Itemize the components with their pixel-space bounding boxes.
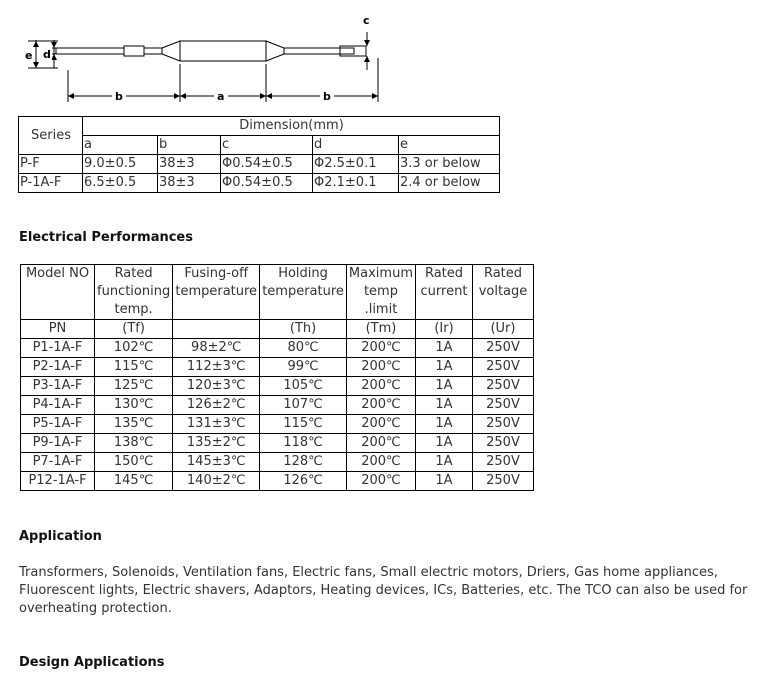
electrical-cell: 120±3℃ <box>173 377 260 396</box>
electrical-cell: P7-1A-F <box>21 453 95 472</box>
electrical-cell: P4-1A-F <box>21 396 95 415</box>
electrical-cell: 130℃ <box>95 396 173 415</box>
label-e: e <box>25 49 33 62</box>
electrical-cell: 1A <box>415 339 472 358</box>
component-body <box>180 41 266 61</box>
electrical-cell: 250V <box>472 358 533 377</box>
left-lead-bend <box>124 46 144 56</box>
electrical-header-cell: Holding temperature <box>260 265 347 320</box>
electrical-cell: 115℃ <box>260 415 347 434</box>
dimension-column-header: b <box>158 136 221 155</box>
dimension-row <box>19 174 500 193</box>
electrical-cell: 135℃ <box>95 415 173 434</box>
left-taper <box>162 41 180 61</box>
electrical-cell: 1A <box>415 358 472 377</box>
dimension-column-headers <box>19 136 500 155</box>
electrical-cell: 102℃ <box>95 339 173 358</box>
right-lead-wire <box>284 48 354 54</box>
electrical-unit-cell: (Tm) <box>346 320 415 339</box>
electrical-cell: 200℃ <box>346 339 415 358</box>
label-d: d <box>43 48 51 61</box>
dimension-column-header: d <box>313 136 399 155</box>
electrical-cell: P3-1A-F <box>21 377 95 396</box>
electrical-cell: 250V <box>472 434 533 453</box>
dimension-table-body <box>19 155 500 193</box>
electrical-cell: 135±2℃ <box>173 434 260 453</box>
electrical-cell: 200℃ <box>346 472 415 491</box>
electrical-cell: 118℃ <box>260 434 347 453</box>
electrical-header-cell: Model NO <box>21 265 95 320</box>
electrical-cell: 140±2℃ <box>173 472 260 491</box>
electrical-cell: 99℃ <box>260 358 347 377</box>
electrical-cell: P2-1A-F <box>21 358 95 377</box>
electrical-cell: 200℃ <box>346 377 415 396</box>
dimension-row <box>19 155 500 174</box>
electrical-cell: P9-1A-F <box>21 434 95 453</box>
electrical-cell: 250V <box>472 396 533 415</box>
dimension-cell: 2.4 or below <box>399 174 500 193</box>
electrical-cell: 200℃ <box>346 415 415 434</box>
electrical-row <box>21 434 534 453</box>
series-header: Series <box>19 117 83 155</box>
electrical-header-cell: Rated voltage <box>472 265 533 320</box>
label-b-right: b <box>323 90 331 103</box>
electrical-cell: 250V <box>472 415 533 434</box>
electrical-cell: 131±3℃ <box>173 415 260 434</box>
label-b-left: b <box>115 90 123 103</box>
design-applications-title: Design Applications <box>19 655 165 670</box>
electrical-cell: 200℃ <box>346 358 415 377</box>
dimension-group-header: Dimension(mm) <box>83 117 500 136</box>
electrical-cell: 1A <box>415 434 472 453</box>
electrical-cell: 115℃ <box>95 358 173 377</box>
dimension-column-header: a <box>83 136 158 155</box>
electrical-cell: 1A <box>415 415 472 434</box>
electrical-cell: P5-1A-F <box>21 415 95 434</box>
electrical-cell: 98±2℃ <box>173 339 260 358</box>
electrical-unit-cell: (Th) <box>260 320 347 339</box>
electrical-header-cell: Maximum temp .limit <box>346 265 415 320</box>
electrical-cell: 150℃ <box>95 453 173 472</box>
electrical-row <box>21 453 534 472</box>
electrical-table <box>20 264 534 491</box>
dimension-cell: Φ0.54±0.5 <box>221 155 313 174</box>
electrical-cell: P12-1A-F <box>21 472 95 491</box>
electrical-cell: 80℃ <box>260 339 347 358</box>
dimension-column-header: e <box>399 136 500 155</box>
dimension-cell: 38±3 <box>158 174 221 193</box>
dimension-cell: Φ0.54±0.5 <box>221 174 313 193</box>
electrical-cell: 250V <box>472 472 533 491</box>
electrical-unit-cell: (Ir) <box>415 320 472 339</box>
dimension-diagram <box>24 8 394 108</box>
dimension-cell: Φ2.5±0.1 <box>313 155 399 174</box>
electrical-row <box>21 339 534 358</box>
electrical-cell: 128℃ <box>260 453 347 472</box>
series-cell: P-1A-F <box>19 174 83 193</box>
electrical-unit-cell: (Tf) <box>95 320 173 339</box>
electrical-row <box>21 472 534 491</box>
electrical-cell: 126℃ <box>260 472 347 491</box>
dimension-cell: 38±3 <box>158 155 221 174</box>
electrical-units-row <box>21 320 534 339</box>
electrical-header-cell: Fusing-off temperature <box>173 265 260 320</box>
electrical-header-cell: Rated current <box>415 265 472 320</box>
electrical-header-row <box>21 265 534 320</box>
electrical-cell: 1A <box>415 377 472 396</box>
electrical-cell: 200℃ <box>346 396 415 415</box>
dimension-column-header: c <box>221 136 313 155</box>
electrical-unit-cell: PN <box>21 320 95 339</box>
electrical-unit-cell: (Ur) <box>472 320 533 339</box>
electrical-title: Electrical Performances <box>19 230 193 245</box>
electrical-table-body <box>21 339 534 491</box>
electrical-cell: P1-1A-F <box>21 339 95 358</box>
electrical-cell: 145℃ <box>95 472 173 491</box>
electrical-cell: 125℃ <box>95 377 173 396</box>
electrical-cell: 112±3℃ <box>173 358 260 377</box>
label-a: a <box>217 90 225 103</box>
application-title: Application <box>19 529 102 544</box>
electrical-cell: 1A <box>415 472 472 491</box>
electrical-row <box>21 358 534 377</box>
label-c: c <box>363 14 370 27</box>
application-text: Transformers, Solenoids, Ventilation fans, Electric fans, Small electric motors, Driers, Gas home appliances, Fluorescent lights, Electric shavers, Adaptors, Heating devices, ICs, Batteries, etc. The TCO can also be used for overheating protection. <box>19 565 748 616</box>
electrical-cell: 126±2℃ <box>173 396 260 415</box>
electrical-cell: 200℃ <box>346 453 415 472</box>
electrical-cell: 145±3℃ <box>173 453 260 472</box>
dimension-cell: 3.3 or below <box>399 155 500 174</box>
dimension-cell: Φ2.1±0.1 <box>313 174 399 193</box>
dimension-cell: 9.0±0.5 <box>83 155 158 174</box>
electrical-cell: 105℃ <box>260 377 347 396</box>
electrical-cell: 250V <box>472 453 533 472</box>
electrical-unit-cell <box>173 320 260 339</box>
electrical-cell: 107℃ <box>260 396 347 415</box>
dimension-table <box>18 116 500 193</box>
series-cell: P-F <box>19 155 83 174</box>
electrical-cell: 250V <box>472 377 533 396</box>
electrical-row <box>21 415 534 434</box>
electrical-cell: 1A <box>415 396 472 415</box>
electrical-row <box>21 396 534 415</box>
electrical-cell: 200℃ <box>346 434 415 453</box>
electrical-cell: 138℃ <box>95 434 173 453</box>
electrical-row <box>21 377 534 396</box>
electrical-cell: 1A <box>415 453 472 472</box>
left-lead-wire <box>56 48 124 54</box>
electrical-header-cell: Rated functioning temp. <box>95 265 173 320</box>
electrical-cell: 250V <box>472 339 533 358</box>
right-taper <box>266 41 284 61</box>
dimension-cell: 6.5±0.5 <box>83 174 158 193</box>
